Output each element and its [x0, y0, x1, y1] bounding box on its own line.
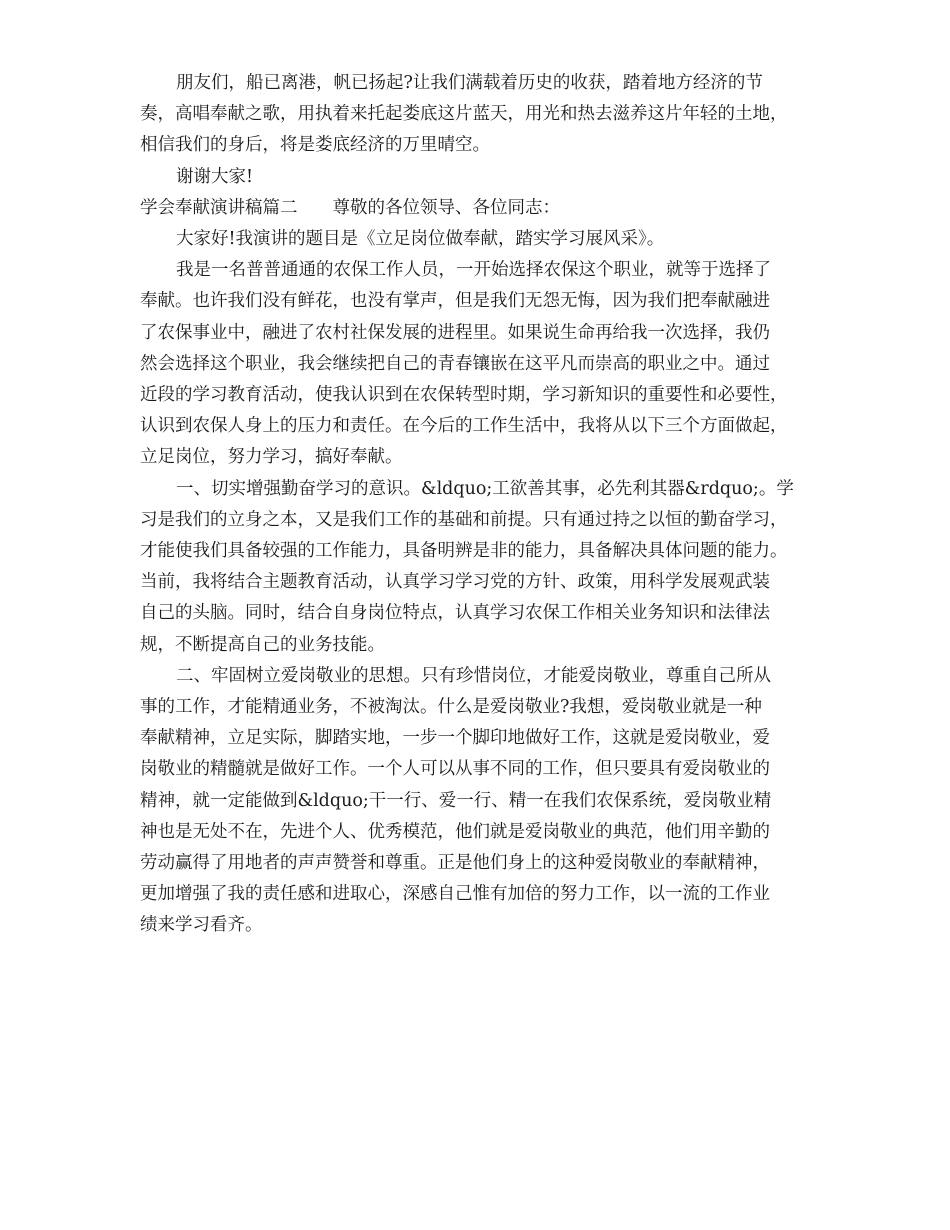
text-line: 规，不断提高自己的业务技能。: [140, 635, 385, 655]
text-line: 然会选择这个职业，我会继续把自己的青春镶嵌在这平凡而崇高的职业之中。通过: [140, 354, 770, 374]
text-line: 习是我们的立身之本，又是我们工作的基础和前提。只有通过持之以恒的勤奋学习，: [140, 510, 788, 530]
text-line: 近段的学习教育活动，使我认识到在农保转型时期，学习新知识的重要性和必要性，: [140, 385, 788, 405]
text-line: 一、切实增强勤奋学习的意识。&ldquo;工欲善其事，必先利其器&rdquo;。学: [176, 479, 794, 499]
text-line: 自己的头脑。同时，结合自身岗位特点，认真学习农保工作相关业务知识和法律法: [140, 603, 770, 623]
text-line: 事的工作，才能精通业务，不被淘汰。什么是爱岗敬业?我想，爱岗敬业就是一种: [140, 697, 762, 717]
text-line: 才能使我们具备较强的工作能力，具备明辨是非的能力，具备解决具体问题的能力。: [140, 541, 788, 561]
text-line: 二、牢固树立爱岗敬业的思想。只有珍惜岗位，才能爱岗敬业，尊重自己所从: [176, 666, 771, 686]
text-line: 神也是无处不在，先进个人、优秀模范，他们就是爱岗敬业的典范，他们用辛勤的: [140, 822, 770, 842]
section-heading-line: 学会奉献演讲稿篇二 尊敬的各位领导、各位同志：: [140, 198, 560, 218]
text-line: 了农保事业中，融进了农村社保发展的进程里。如果说生命再给我一次选择，我仍: [140, 323, 770, 343]
text-line: 劳动赢得了用地者的声声赞誉和尊重。正是他们身上的这种爱岗敬业的奉献精神，: [140, 853, 770, 873]
text-line: 认识到农保人身上的压力和责任。在今后的工作生活中，我将从以下三个方面做起，: [140, 416, 788, 436]
text-line: 大家好!我演讲的题目是《立足岗位做奉献，踏实学习展风采》。: [176, 229, 665, 249]
text-line: 我是一名普普通通的农保工作人员，一开始选择农保这个职业，就等于选择了: [176, 260, 771, 280]
text-line: 立足岗位，努力学习，搞好奉献。: [140, 447, 403, 467]
text-line: 当前，我将结合主题教育活动，认真学习学习党的方针、政策，用科学发展观武装: [140, 572, 770, 592]
text-line: 谢谢大家!: [176, 167, 254, 187]
text-line: 奏，高唱奉献之歌，用执着来托起娄底这片蓝天，用光和热去滋养这片年轻的土地，: [140, 104, 788, 124]
text-line: 相信我们的身后，将是娄底经济的万里晴空。: [140, 135, 490, 155]
text-line: 朋友们，船已离港，帆已扬起?让我们满载着历史的收获，踏着地方经济的节: [176, 73, 763, 93]
text-line: 奉献精神，立足实际，脚踏实地，一步一个脚印地做好工作，这就是爱岗敬业，爱: [140, 728, 770, 748]
text-line: 绩来学习看齐。: [140, 915, 263, 935]
text-line: 奉献。也许我们没有鲜花，也没有掌声，但是我们无怨无悔，因为我们把奉献融进: [140, 291, 770, 311]
text-line: 更加增强了我的责任感和进取心，深感自己惟有加倍的努力工作，以一流的工作业: [140, 884, 770, 904]
text-line: 精神，就一定能做到&ldquo;干一行、爱一行、精一在我们农保系统，爱岗敬业精: [140, 791, 772, 811]
text-line: 岗敬业的精髓就是做好工作。一个人可以从事不同的工作，但只要具有爱岗敬业的: [140, 759, 770, 779]
